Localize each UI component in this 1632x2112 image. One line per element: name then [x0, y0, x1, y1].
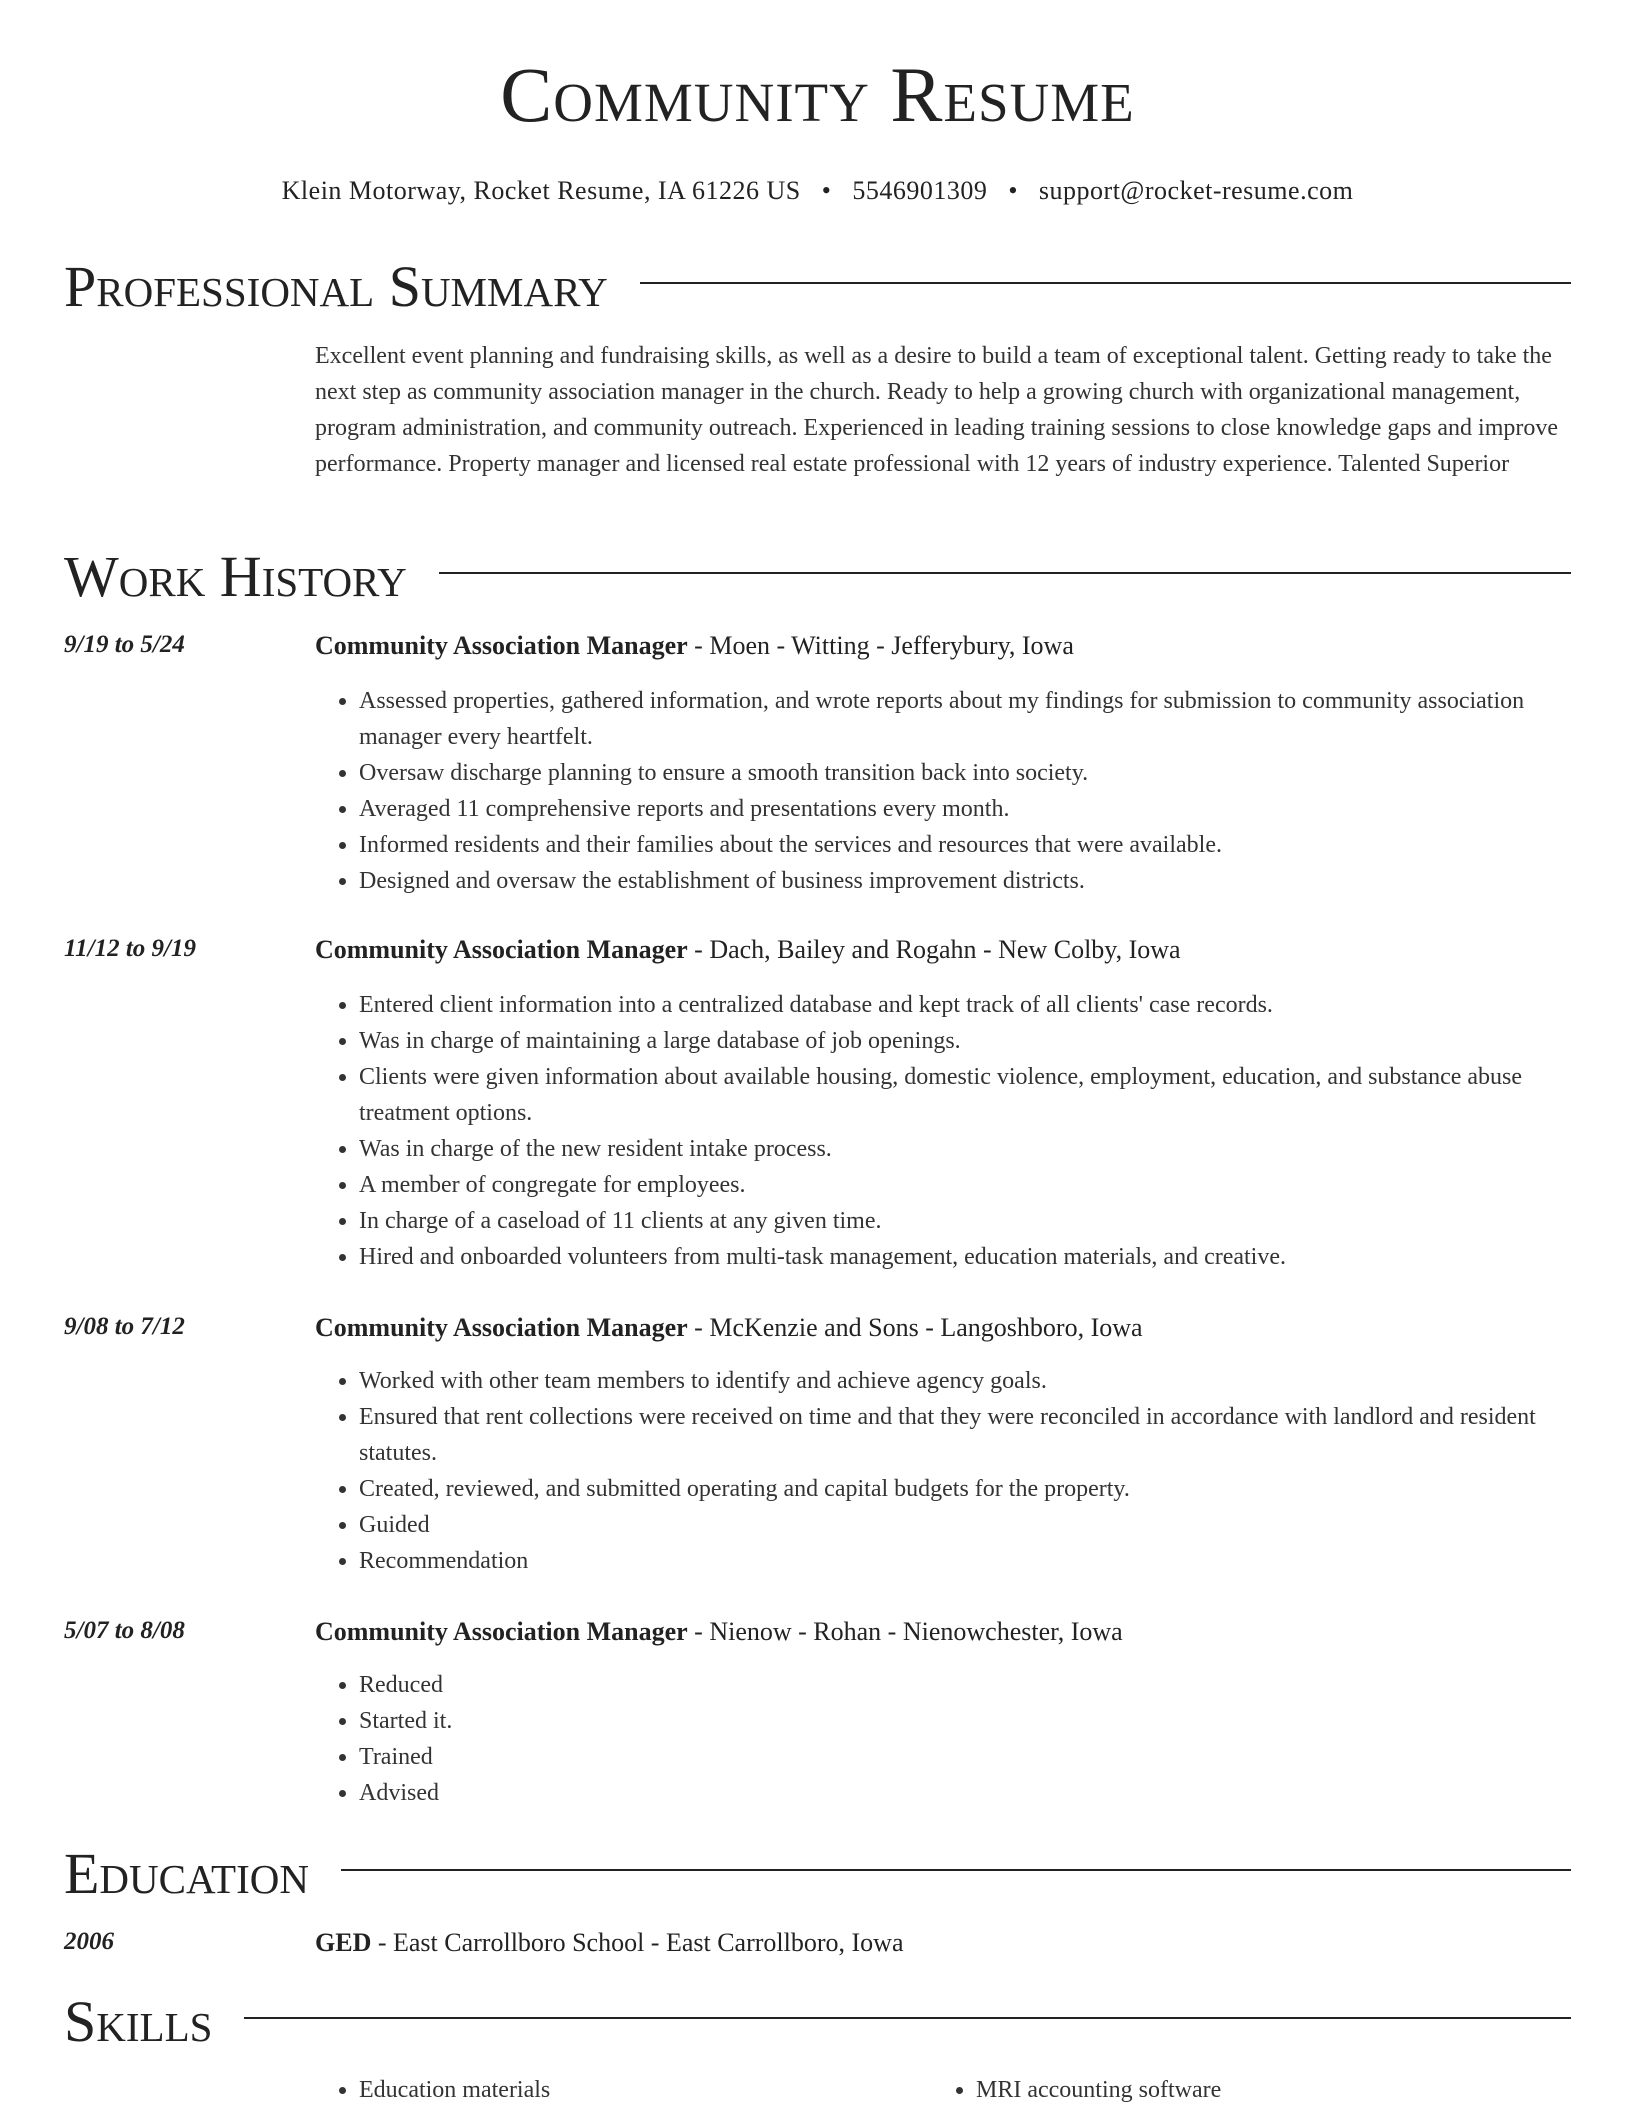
job-role: Community Association Manager [315, 935, 688, 964]
job-bullet: • Hired and onboarded volunteers from multi-task management, education materials, and creative. [359, 1239, 1571, 1275]
job-bullet: • Was in charge of the new resident intake process. [359, 1131, 1571, 1167]
skills-list-left [315, 2072, 915, 2108]
education-section-title: Education [64, 1841, 309, 1906]
job-bullet: • Assessed properties, gathered information, and wrote reports about my findings for submission to community association manager every heartfelt. [359, 683, 1571, 755]
job-bullet: • Oversaw discharge planning to ensure a smooth transition back into society. [359, 755, 1571, 791]
job-bullets [315, 683, 1571, 899]
job-bullet: • Advised [359, 1775, 1571, 1811]
job-bullet: • Entered client information into a centralized database and kept track of all clients' case records. [359, 987, 1571, 1023]
summary-section-header [64, 254, 1571, 319]
skills-section-header [64, 1989, 1571, 2054]
job-employer: - Nienow - Rohan - Nienowchester, Iowa [687, 1617, 1123, 1646]
work-history-section-header [64, 544, 1571, 609]
job-bullet: • Created, reviewed, and submitted operating and capital budgets for the property. [359, 1471, 1571, 1507]
contact-email: support@rocket-resume.com [1038, 176, 1354, 205]
job-bullet: • Reduced [359, 1667, 1571, 1703]
job-bullet: • Guided [359, 1507, 1571, 1543]
education-school: - East Carrollboro School - East Carrollboro, Iowa [371, 1928, 904, 1957]
job-bullet: • Clients were given information about available housing, domestic violence, employment, education, and substance abuse treatment options. [359, 1059, 1571, 1131]
summary-text: Excellent event planning and fundraising skills, as well as a desire to build a team of exceptional talent. Getting ready to take the next step as community association manager in the church. Ready to help a growing church with organizational management, program administration, and community outreach. Experienced in leading training sessions to close knowledge gaps and improve performance. Property manager and licensed real estate professional with 12 years of industry experience. Talented Superior [315, 343, 1559, 477]
job-bullets [315, 987, 1571, 1275]
job-employer: - Moen - Witting - Jefferybury, Iowa [687, 631, 1074, 660]
job-dates: 5/07 to 8/08 [64, 1617, 185, 1644]
job-role: Community Association Manager [315, 1313, 688, 1342]
section-divider [640, 282, 1571, 284]
summary-section-title: Professional Summary [64, 254, 608, 319]
job-dates: 9/19 to 5/24 [64, 631, 185, 658]
section-divider [341, 1869, 1571, 1871]
job-title-line [315, 935, 1181, 965]
skill-item: • Education materials [359, 2072, 915, 2108]
job-bullets [315, 1667, 1571, 1811]
job-bullet: • Recommendation [359, 1543, 1571, 1579]
job-bullet: • Ensured that rent collections were received on time and that they were reconciled in accordance with landlord and resident statutes. [359, 1399, 1571, 1471]
resume-name: Community Resume [500, 51, 1135, 138]
job-employer: - Dach, Bailey and Rogahn - New Colby, Iowa [687, 935, 1181, 964]
job-bullet: • Informed residents and their families about the services and resources that were available. [359, 827, 1571, 863]
skills-section-title: Skills [64, 1989, 213, 2054]
job-role: Community Association Manager [315, 631, 688, 660]
job-bullet: • Designed and oversaw the establishment of business improvement districts. [359, 863, 1571, 899]
section-divider [439, 572, 1571, 574]
contact-line [64, 176, 1571, 206]
education-degree: GED [315, 1928, 372, 1957]
job-employer: - McKenzie and Sons - Langoshboro, Iowa [687, 1313, 1143, 1342]
job-bullet: • A member of congregate for employees. [359, 1167, 1571, 1203]
section-divider [244, 2017, 1571, 2019]
education-section-header [64, 1841, 1571, 1906]
job-bullet: • Started it. [359, 1703, 1571, 1739]
contact-phone: 5546901309 [852, 176, 988, 205]
job-title-line [315, 1313, 1143, 1343]
job-title-line [315, 1617, 1123, 1647]
job-bullet: • Averaged 11 comprehensive reports and presentations every month. [359, 791, 1571, 827]
job-bullet: • In charge of a caseload of 11 clients at any given time. [359, 1203, 1571, 1239]
job-title-line [315, 631, 1074, 661]
job-bullets [315, 1363, 1571, 1579]
job-dates: 9/08 to 7/12 [64, 1313, 185, 1340]
education-line [315, 1928, 904, 1958]
job-dates: 11/12 to 9/19 [64, 935, 196, 962]
skill-item: • MRI accounting software [976, 2072, 1532, 2108]
skills-list-right [932, 2072, 1532, 2108]
contact-address: Klein Motorway, Rocket Resume, IA 61226 US [281, 176, 801, 205]
work-history-section-title: Work History [64, 544, 407, 609]
job-bullet: • Was in charge of maintaining a large database of job openings. [359, 1023, 1571, 1059]
contact-separator: • [821, 176, 832, 205]
job-bullet: • Worked with other team members to identify and achieve agency goals. [359, 1363, 1571, 1399]
job-bullet: • Trained [359, 1739, 1571, 1775]
education-year: 2006 [64, 1928, 114, 1955]
contact-separator: • [1008, 176, 1018, 205]
job-role: Community Association Manager [315, 1617, 688, 1646]
